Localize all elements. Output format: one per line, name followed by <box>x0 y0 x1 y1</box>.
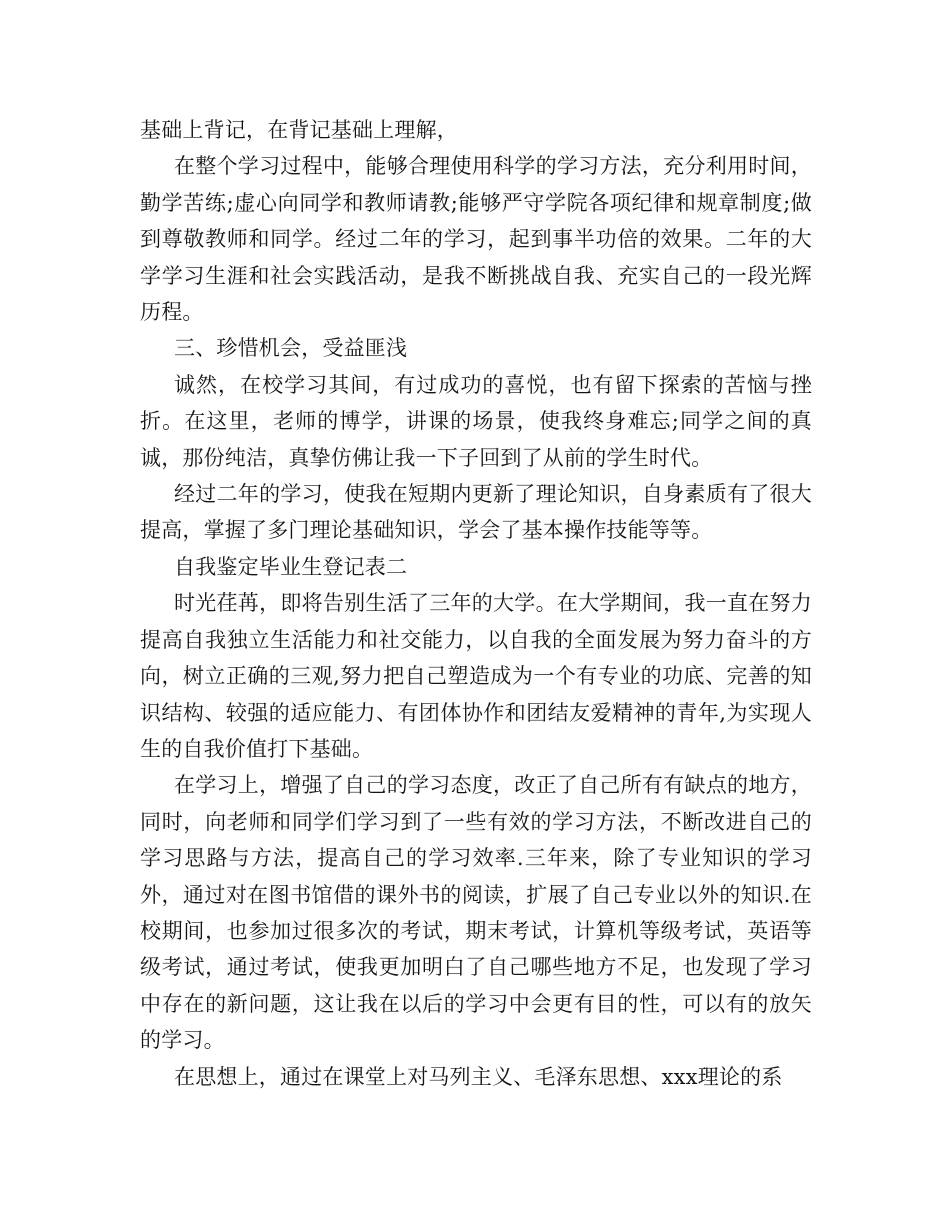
paragraph-ideology: 在思想上，通过在课堂上对马列主义、毛泽东思想、xxx理论的系 <box>174 1064 783 1089</box>
paragraph-two-years-study: 经过二年的学习，使我在短期内更新了理论知识，自身素质有了很大提高，掌握了多门理论基础知识，学会了基本操作技能等等。 <box>140 482 812 543</box>
section-heading-cherish-opportunity: 三、珍惜机会，受益匪浅 <box>174 336 408 361</box>
document-body <box>140 112 812 1095</box>
paragraph-continuation: 基础上背记，在背记基础上理解， <box>140 118 458 142</box>
paragraph-time-flies: 时光荏苒，即将告别生活了三年的大学。在大学期间，我一直在努力提高自我独立生活能力和社交能力，以自我的全面发展为努力奋斗的方向，树立正确的三观,努力把自己塑造成为一个有专业的功底、完善的知识结构、较强的适应能力、有团体协作和团结友爱精神的青年,为实现人生的自我价值打下基础。 <box>140 591 812 761</box>
paragraph-school-memories: 诚然，在校学习其间，有过成功的喜悦，也有留下探索的苦恼与挫折。在这里，老师的博学，讲课的场景，使我终身难忘;同学之间的真诚，那份纯洁，真挚仿佛让我一下子回到了从前的学生时代。 <box>140 372 812 470</box>
paragraph-study-attitude: 在学习上，增强了自己的学习态度，改正了自己所有有缺点的地方，同时，向老师和同学们学习到了一些有效的学习方法，不断改进自己的学习思路与方法，提高自己的学习效率.三年来，除了专业知识的学习外，通过对在图书馆借的课外书的阅读，扩展了自己专业以外的知识.在校期间，也参加过很多次的考试，期末考试，计算机等级考试，英语等级考试，通过考试，使我更加明白了自己哪些地方不足，也发现了学习中存在的新问题，这让我在以后的学习中会更有目的性，可以有的放矢的学习。 <box>140 773 812 1053</box>
paragraph-study-methods: 在整个学习过程中，能够合理使用科学的学习方法，充分利用时间，勤学苦练;虚心向同学和教师请教;能够严守学院各项纪律和规章制度;做到尊敬教师和同学。经过二年的学习，起到事半功倍的效果。二年的大学学习生涯和社会实践活动，是我不断挑战自我、充实自己的一段光辉历程。 <box>140 154 812 325</box>
section-heading-self-assessment-two: 自我鉴定毕业生登记表二 <box>174 554 408 579</box>
